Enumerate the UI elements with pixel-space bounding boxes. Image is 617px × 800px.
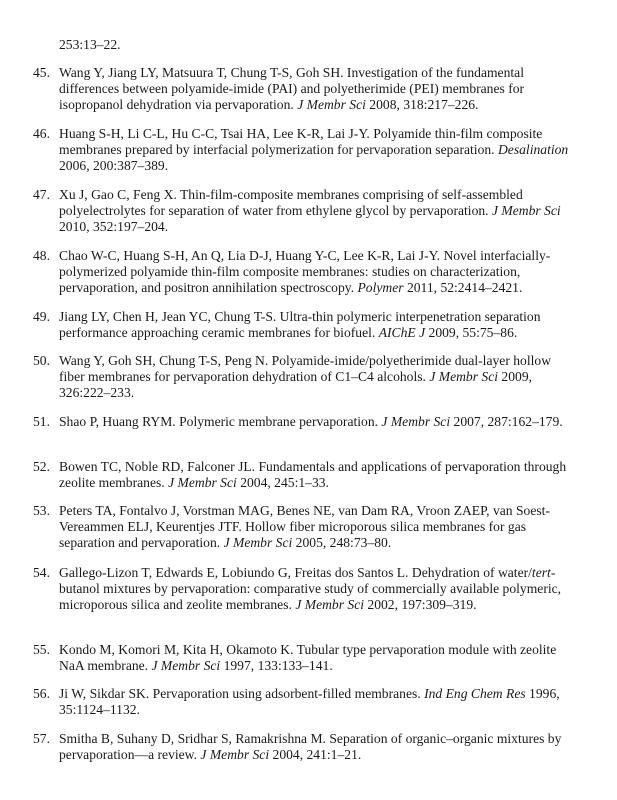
reference-number: 50.: [33, 353, 50, 368]
journal-name: J Membr Sci: [429, 369, 499, 385]
reference-number: 53.: [33, 503, 50, 518]
reference-text: Xu J, Gao C, Feng X. Thin-film-composite membranes comprising of self-assembled polyelectrolytes for separation of water from ethylene glycol by pervaporation. J Membr Sci 2010, 352:197–204.: [59, 187, 561, 235]
reference-text: Bowen TC, Noble RD, Falconer JL. Fundamentals and applications of pervaporation through zeolite membranes. J Membr Sci 2004, 245:1–33.: [59, 459, 567, 491]
reference-text: Gallego-Lizon T, Edwards E, Lobiundo G, Freitas dos Santos L. Dehydration of water/tert-butanol mixtures by pervaporation: comparative study of commercially available polymeric, microporous silica and zeolite membranes. J Membr Sci 2002, 197:309–319.: [59, 565, 562, 613]
reference-text: Peters TA, Fontalvo J, Vorstman MAG, Benes NE, van Dam RA, Vroon ZAEP, van Soest-Vereammen ELJ, Keurentjes JTF. Hollow fiber microporous silica membranes for gas separation and pervaporation. J Membr Sci 2005, 248:73–80.: [59, 503, 550, 551]
reference-number: 49.: [33, 309, 50, 324]
reference-number: 51.: [33, 414, 50, 429]
reference-number: 56.: [33, 686, 50, 701]
reference-text: Wang Y, Jiang LY, Matsuura T, Chung T-S, Goh SH. Investigation of the fundamental differences between polyamide-imide (PAI) and polyetherimide (PEI) membranes for isopropanol dehydration via pervaporation. J Membr Sci 2008, 318:217–226.: [59, 65, 525, 113]
journal-name: J Membr Sci: [295, 597, 365, 613]
reference-text: Ji W, Sikdar SK. Pervaporation using adsorbent-filled membranes. Ind Eng Chem Res 1996, 35:1124–1132.: [59, 686, 560, 718]
journal-name: Ind Eng Chem Res: [424, 686, 526, 701]
reference-text: Wang Y, Goh SH, Chung T-S, Peng N. Polyamide-imide/polyetherimide dual-layer hollow fiber membranes for pervaporation dehydration of C1–C4 alcohols. J Membr Sci 2009, 326:222–233.: [59, 353, 552, 401]
journal-name: AIChE J: [378, 325, 426, 341]
reference-number: 54.: [33, 565, 50, 580]
reference-text: Kondo M, Komori M, Kita H, Okamoto K. Tubular type pervaporation module with zeolite NaA membrane. J Membr Sci 1997, 133:133–141.: [59, 642, 557, 674]
journal-name: J Membr Sci: [381, 414, 451, 429]
reference-text: Smitha B, Suhany D, Sridhar S, Ramakrishna M. Separation of organic–organic mixtures by pervaporation—a review. J Membr Sci 2004, 241:1–21.: [59, 731, 562, 763]
reference-number: 57.: [33, 731, 50, 746]
reference-text: Huang S-H, Li C-L, Hu C-C, Tsai HA, Lee K-R, Lai J-Y. Polyamide thin-film composite membranes prepared by interfacial polymerization for pervaporation separation. Desalination 2006, 200:387–389.: [59, 126, 569, 174]
reference-text: Shao P, Huang RYM. Polymeric membrane pervaporation. J Membr Sci 2007, 287:162–179.: [59, 414, 563, 429]
reference-number: 55.: [33, 642, 50, 657]
reference-number: 46.: [33, 126, 50, 141]
journal-name: J Membr Sci: [168, 475, 237, 491]
journal-name: J Membr Sci: [223, 535, 293, 551]
journal-name: Desalination: [497, 142, 569, 158]
reference-text: Jiang LY, Chen H, Jean YC, Chung T-S. Ultra-thin polymeric interpenetration separation performance approaching ceramic membranes for biofuel. AIChE J 2009, 55:75–86.: [59, 309, 541, 341]
reference-number: 48.: [33, 248, 50, 263]
journal-name: J Membr Sci: [200, 747, 270, 763]
reference-continuation: 253:13–22.: [59, 37, 121, 52]
reference-number: 52.: [33, 459, 50, 474]
journal-name: J Membr Sci: [297, 97, 366, 113]
journal-name: J Membr Sci: [151, 658, 221, 674]
journal-name: Polymer: [357, 280, 404, 296]
reference-number: 45.: [33, 65, 50, 80]
chemical-name: tert: [531, 565, 551, 580]
reference-number: 47.: [33, 187, 50, 202]
reference-text: Chao W-C, Huang S-H, An Q, Lia D-J, Huang Y-C, Lee K-R, Lai J-Y. Novel interfacially-polymerized polyamide thin-film composite membranes: studies on characterization, pervaporation, and positron annihilation spectroscopy. Polymer 2011, 52:2414–2421.: [59, 248, 551, 296]
journal-name: J Membr Sci: [491, 203, 561, 219]
